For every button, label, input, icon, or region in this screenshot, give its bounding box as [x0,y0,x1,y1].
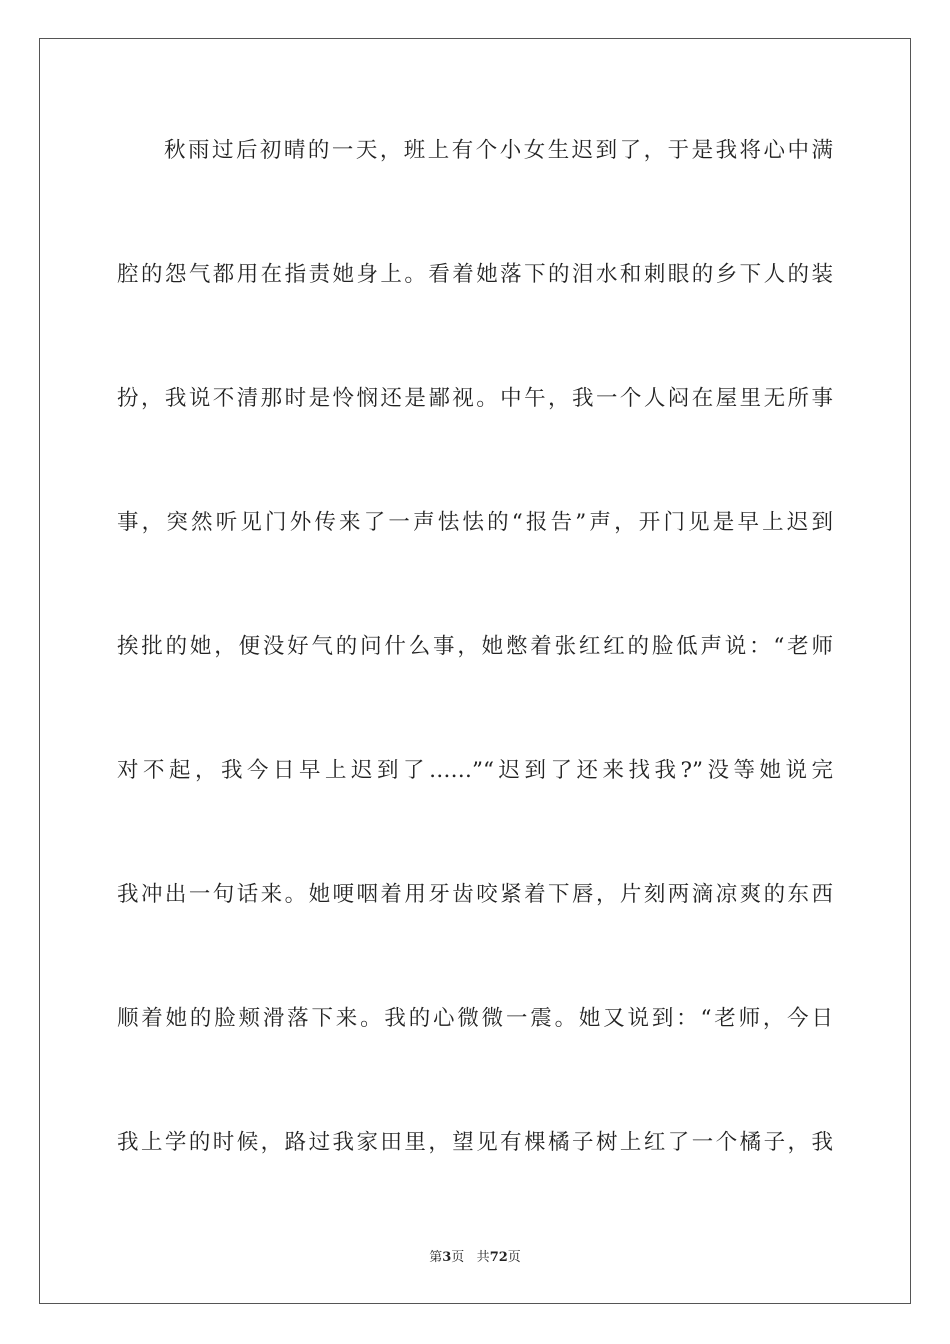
text-line-3: 扮，我说不清那时是怜悯还是鄙视。中午，我一个人闷在屋里无所事 [117,386,833,411]
text-line-7: 我冲出一句话来。她哽咽着用牙齿咬紧着下唇，片刻两滴凉爽的东西 [117,882,833,907]
text-line-1: 秋雨过后初晴的一天，班上有个小女生迟到了，于是我将心中满 [164,138,833,163]
page-footer [0,1246,950,1265]
text-line-4: 事，突然听见门外传来了一声怯怯的“报告”声，开门见是早上迟到 [117,510,833,535]
document-body [117,126,833,1242]
footer-total-pages: 72 [489,1250,508,1265]
footer-prefix: 第 [429,1250,443,1265]
footer-total-prefix: 共 [476,1250,490,1265]
footer-page-number: 3 [442,1250,452,1265]
text-line-8: 顺着她的脸颊滑落下来。我的心微微一震。她又说到：“老师，今日 [117,1006,833,1031]
footer-total-suffix: 页 [507,1250,521,1265]
footer-page-suffix: 页 [451,1250,465,1265]
text-line-6: 对不起，我今日早上迟到了……”“迟到了还来找我?”没等她说完 [117,758,833,783]
text-line-9: 我上学的时候，路过我家田里，望见有棵橘子树上红了一个橘子，我 [117,1130,833,1155]
text-line-2: 腔的怨气都用在指责她身上。看着她落下的泪水和刺眼的乡下人的装 [117,262,833,287]
text-line-5: 挨批的她，便没好气的问什么事，她憋着张红红的脸低声说：“老师 [117,634,833,659]
